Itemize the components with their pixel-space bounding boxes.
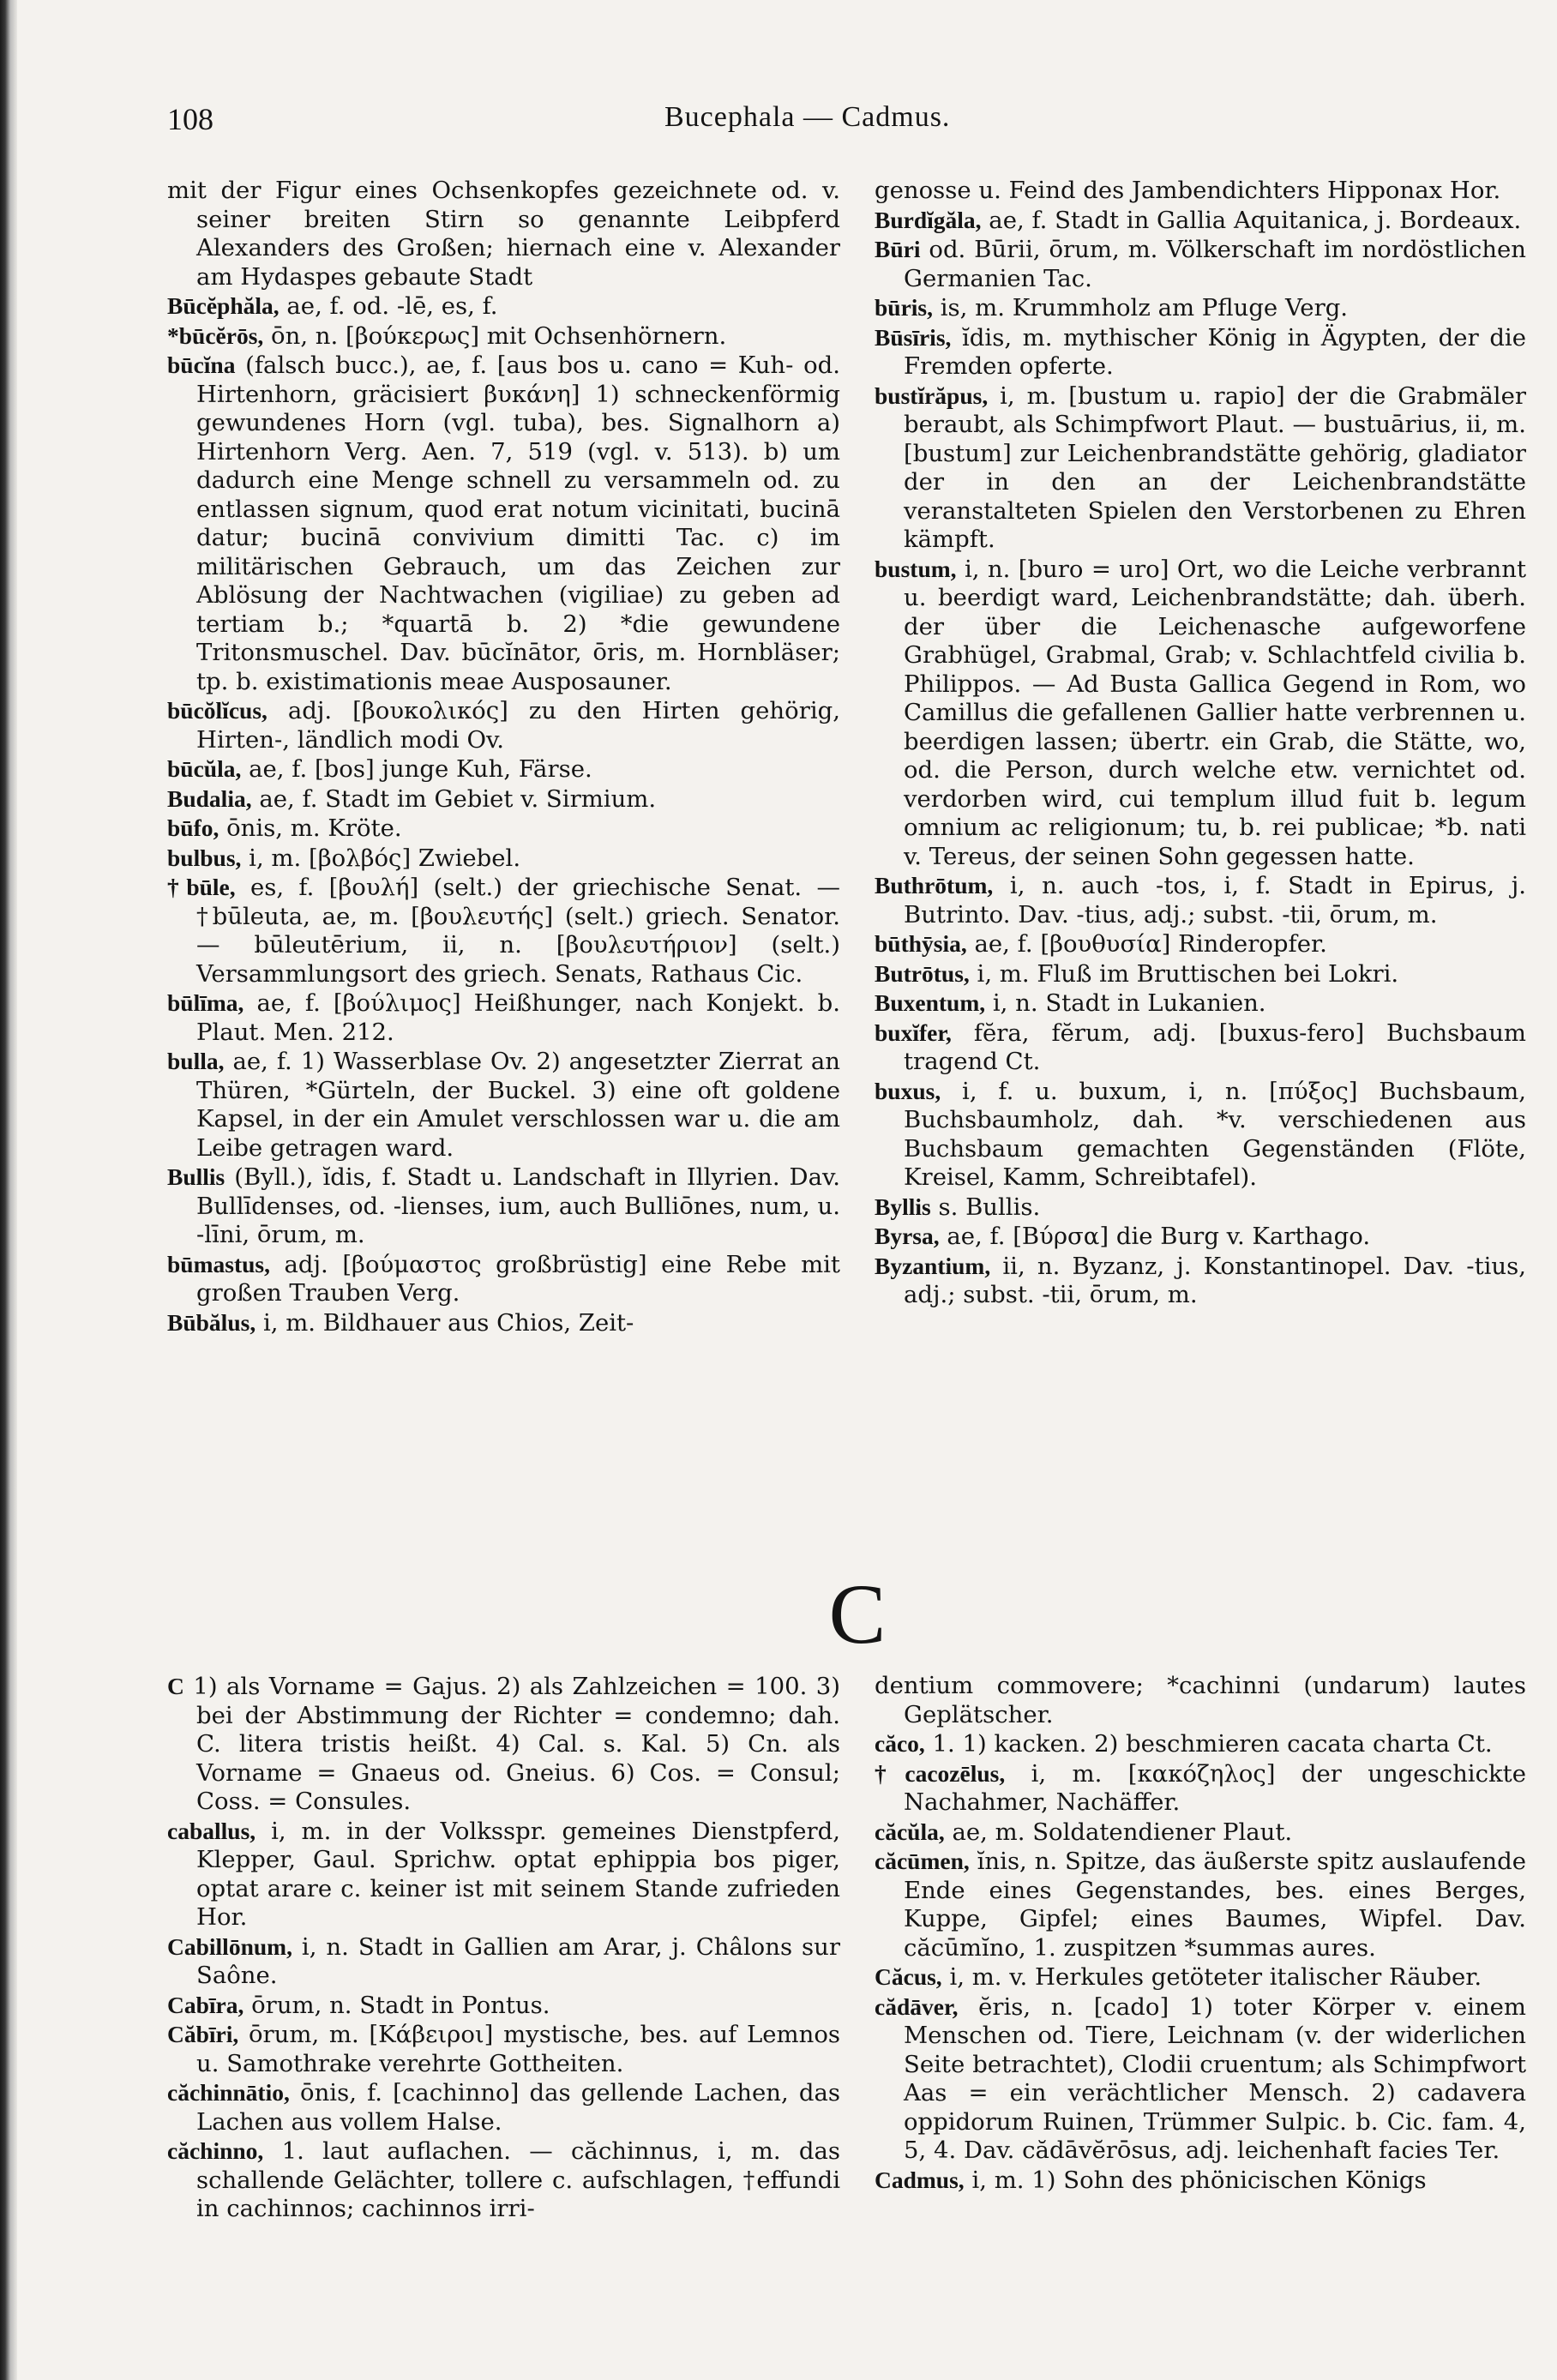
dictionary-entry xyxy=(167,1163,840,1250)
entry-headword: Būri xyxy=(875,236,921,262)
page-header xyxy=(167,101,1522,153)
dictionary-entry xyxy=(167,1932,840,1991)
dictionary-entry xyxy=(167,696,840,754)
entry-text: i, m. in der Volksspr. gemeines Dienstpferd, Klepper, Gaul. Sprichw. optat ephippia bos piger, optat arare c. keiner ist mit seinem Stande zufrieden Hor. xyxy=(196,1817,840,1931)
entry-text: ae, f. Stadt im Gebiet v. Sirmium. xyxy=(259,784,657,813)
column-upper-left xyxy=(167,177,840,1506)
entry-headword: bulla, xyxy=(167,1048,225,1074)
dictionary-entry xyxy=(167,1817,840,1932)
dictionary-entry xyxy=(875,382,1526,555)
dictionary-entry xyxy=(167,784,840,814)
dictionary-entry xyxy=(167,1250,840,1308)
entry-text: od. Būrii, ōrum, m. Völkerschaft im nordöstlichen Germanien Tac. xyxy=(904,236,1526,292)
entry-text: ae, f. Stadt in Gallia Aquitanica, j. Bordeaux. xyxy=(989,206,1522,234)
entry-text: es, f. [βουλή] (selt.) der griechische Senat. — †būleuta, ae, m. [βουλευτής] (selt.) griech. Senator. — būleutērium, ii, n. [βουλευτήριον] (selt.) Versammlungsort des griech. Senats, Rathaus Cic. xyxy=(196,874,840,988)
entry-headword: Burdĭgăla, xyxy=(875,206,982,233)
entry-headword: caballus, xyxy=(167,1817,256,1844)
dictionary-entry xyxy=(167,1991,840,2021)
entry-text: ii, n. Byzanz, j. Konstantinopel. Dav. -tius, adj.; subst. -tii, ōrum, m. xyxy=(904,1252,1526,1308)
dictionary-entry xyxy=(167,814,840,844)
entry-headword: Būbălus, xyxy=(167,1308,256,1336)
entry-text: ōn, n. [βούκερως] mit Ochsenhörnern. xyxy=(271,322,727,350)
entry-text: i, m. Fluß im Bruttischen bei Lokri. xyxy=(977,959,1399,988)
entry-text: adj. [βούμαστος großbrüstig] eine Rebe mit großen Trauben Verg. xyxy=(196,1250,840,1307)
dictionary-entry xyxy=(875,323,1526,382)
entry-text: i, n. Stadt in Gallien am Arar, j. Châlons sur Saône. xyxy=(196,1932,840,1989)
entry-headword: Cabīra, xyxy=(167,1991,244,2018)
dictionary-entry xyxy=(875,989,1526,1019)
entry-text: ae, f. 1) Wasserblase Ov. 2) angesetzter Zierrat an Thüren, *Gürteln, der Buckel. 3) eine oft goldene Kapsel, in der ein Amulet verschlossen war u. die am Leibe getragen ward. xyxy=(196,1048,840,1162)
entry-text: ĕris, n. [cado] 1) toter Körper v. einem Menschen od. Tiere, Leichnam (v. der widerlichen Seite betrachtet), Clodii cruentum; als Schimpfwort Aas = ein verächtlicher Mensch. 2) cadavera oppidorum Ruinen, Trümmer Sulpic. b. Cic. fam. 4, 5, 4. Dav. cădāvĕrōsus, adj. leichenhaft facies Ter. xyxy=(904,1992,1526,2164)
entry-text: fĕra, fĕrum, adj. [buxus-fero] Buchsbaum tragend Ct. xyxy=(904,1019,1526,1075)
entry-headword: būlīma, xyxy=(167,989,244,1016)
entry-headword: bustĭrăpus, xyxy=(875,382,989,409)
entry-text: i, f. u. buxum, i, n. [πύξος] Buchsbaum, Buchsbaumholz, dah. *v. verschiedenen aus Buchsbaum gemachten Gegenständen (Flöte, Kreisel, Kamm, Schreibtafel). xyxy=(904,1077,1526,1191)
running-head: Bucephala — Cadmus. xyxy=(664,101,951,133)
entry-text: ae, f. [βουθυσία] Rinderopfer. xyxy=(974,930,1327,958)
entry-headword: căchinno, xyxy=(167,2137,264,2164)
dictionary-entry xyxy=(875,1077,1526,1193)
entry-headword: *būcĕrōs, xyxy=(167,322,264,349)
entry-headword: †cacozēlus, xyxy=(875,1759,1006,1787)
entry-headword: buxus, xyxy=(875,1077,941,1104)
dictionary-entry xyxy=(875,1193,1526,1223)
entry-text: ĭnis, n. Spitze, das äußerste spitz auslaufende Ende eines Gegenstandes, bes. eines Berges, Kuppe, Gipfel; eines Baumes, Wipfel. Dav. căcūmĭno, 1. zuspitzen *summas aures. xyxy=(904,1848,1526,1962)
entry-text: dentium commovere; *cachinni (undarum) lautes Geplätscher. xyxy=(875,1672,1526,1728)
entry-text: 1. 1) kacken. 2) beschmieren cacata charta Ct. xyxy=(932,1730,1493,1758)
entry-text: i, m. Bildhauer aus Chios, Zeit- xyxy=(262,1308,634,1337)
entry-headword: †būle, xyxy=(167,874,236,900)
entry-text: ae, f. [βούλιμος] Heißhunger, nach Konjekt. b. Plaut. Men. 212. xyxy=(196,989,840,1046)
dictionary-entry xyxy=(875,1962,1526,1992)
entry-headword: Byllis xyxy=(875,1193,931,1220)
entry-headword: būthȳsia, xyxy=(875,930,967,957)
dictionary-entry xyxy=(875,1672,1526,1729)
dictionary-entry xyxy=(875,235,1526,293)
entry-text: i, n. auch -tos, i, f. Stadt in Epirus, j. Butrinto. Dav. -tius, adj.; subst. -tii, ōrum, m. xyxy=(904,872,1526,929)
book-binding-edge xyxy=(0,0,17,2380)
entry-text: is, m. Krummholz am Pfluge Verg. xyxy=(940,294,1349,322)
entry-headword: C xyxy=(167,1673,184,1699)
entry-headword: Byzantium, xyxy=(875,1252,991,1279)
dictionary-entry xyxy=(167,2020,840,2078)
dictionary-entry xyxy=(875,1992,1526,2166)
entry-text: ae, f. od. -lē, es, f. xyxy=(286,292,498,320)
entry-headword: Byrsa, xyxy=(875,1223,940,1249)
dictionary-entry xyxy=(167,1308,840,1338)
entry-text: i, n. [buro = uro] Ort, wo die Leiche verbrannt u. beerdigt ward, Leichenbrandstätte; dah. überh. der über die Leichenasche aufgeworfene Grabhügel, Grabmal, Grab; v. Schlachtfeld civilia b. Philippos. — Ad Busta Gallica Gegend in Rom, wo Camillus die gefallenen Gallier hatte verbrennen u. beerdigen lassen; übertr. ein Grab, die Stätte, wo, od. die Person, durch welche etw. vernichtet od. verdorben wird, cui templum illud fuit b. legum omnium ac religionum; tu, b. rei publicae; *b. nati v. Tereus, der seinen Sohn gegessen hatte. xyxy=(904,555,1526,870)
entry-text: ae, f. [bos] junge Kuh, Färse. xyxy=(249,755,592,783)
entry-headword: căchinnātio, xyxy=(167,2079,290,2106)
dictionary-entry xyxy=(875,929,1526,959)
dictionary-entry xyxy=(875,1019,1526,1077)
entry-headword: Būcĕphăla, xyxy=(167,292,280,319)
dictionary-entry xyxy=(875,1847,1526,1962)
dictionary-entry xyxy=(875,293,1526,323)
dictionary-entry xyxy=(167,291,840,322)
entry-headword: Cadmus, xyxy=(875,2166,965,2193)
entry-headword: bustum, xyxy=(875,555,957,582)
entry-headword: căcŭla, xyxy=(875,1818,945,1845)
dictionary-entry xyxy=(167,2137,840,2224)
entry-headword: būcŏlĭcus, xyxy=(167,697,268,724)
entry-text: mit der Figur eines Ochsenkopfes gezeichnete od. v. seiner breiten Stirn so genannte Leibpferd Alexanders des Großen; hiernach eine v. Alexander am Hydaspes gebaute Stadt xyxy=(167,177,840,291)
dictionary-entry xyxy=(167,873,840,989)
entry-text: ōrum, m. [Κάβειροι] mystische, bes. auf Lemnos u. Samothrake verehrte Gottheiten. xyxy=(196,2021,840,2077)
entry-headword: buxĭfer, xyxy=(875,1019,952,1046)
entry-headword: būcĭna xyxy=(167,352,236,378)
entry-headword: būmastus, xyxy=(167,1250,270,1277)
dictionary-entry xyxy=(167,351,840,696)
column-lower-left xyxy=(167,1672,840,2349)
dictionary-entry xyxy=(875,2166,1526,2196)
entry-headword: Butrōtus, xyxy=(875,959,970,987)
dictionary-entry xyxy=(167,989,840,1047)
entry-text: 1. laut auflachen. — căchinnus, i, m. das schallende Gelächter, tollere c. aufschlagen, †effundi in cachinnos; cachinnos irri- xyxy=(196,2137,840,2222)
entry-text: (Byll.), ĭdis, f. Stadt u. Landschaft in Illyrien. Dav. Bullīdenses, od. -lienses, ium, auch Bulliōnes, num, u. -līni, ōrum, m. xyxy=(196,1163,840,1248)
entry-text: ĭdis, m. mythischer König in Ägypten, der die Fremden opferte. xyxy=(904,323,1526,380)
dictionary-entry xyxy=(875,206,1526,236)
entry-headword: būcŭla, xyxy=(167,755,242,782)
entry-text: i, m. [bustum u. rapio] der die Grabmäler beraubt, als Schimpfwort Plaut. — bustuārius, ii, m. [bustum] zur Leichenbrandstätte gehörig, gladiator der in den an der Leichenbrandstätte veranstalteten Spielen den Verstorbenen zu Ehren kämpft. xyxy=(904,382,1526,553)
dictionary-entry xyxy=(167,2078,840,2137)
dictionary-entry xyxy=(167,1672,840,1817)
entry-text: i, m. 1) Sohn des phönicischen Königs xyxy=(971,2166,1427,2194)
dictionary-entry xyxy=(875,555,1526,872)
column-upper-right xyxy=(875,177,1526,1506)
entry-text: 1) als Vorname = Gajus. 2) als Zahlzeichen = 100. 3) bei der Abstimmung der Richter = condemno; dah. C. litera tristis heißt. 4) Cal. s. Kal. 5) Cn. als Vorname = Gnaeus od. Gneius. 6) Cos. = Consul; Coss. = Consules. xyxy=(193,1673,840,1815)
entry-headword: Buxentum, xyxy=(875,989,986,1016)
page-number: 108 xyxy=(167,102,213,136)
dictionary-entry xyxy=(167,177,840,291)
entry-text: genosse u. Feind des Jambendichters Hipponax Hor. xyxy=(875,177,1501,204)
entry-headword: Būsīris, xyxy=(875,323,952,351)
entry-headword: būris, xyxy=(875,294,934,321)
entry-text: ae, f. [Βύρσα] die Burg v. Karthago. xyxy=(947,1223,1371,1250)
entry-text: ōnis, m. Kröte. xyxy=(226,814,402,842)
entry-headword: Căcus, xyxy=(875,1963,942,1990)
entry-headword: căco, xyxy=(875,1730,925,1757)
dictionary-entry xyxy=(875,871,1526,929)
entry-headword: căcūmen, xyxy=(875,1848,970,1874)
dictionary-entry xyxy=(875,1729,1526,1759)
dictionary-entry xyxy=(167,844,840,874)
entry-text: i, m. [βολβός] Zwiebel. xyxy=(249,844,521,872)
dictionary-entry xyxy=(875,1252,1526,1310)
dictionary-entry xyxy=(875,1222,1526,1252)
entry-headword: bulbus, xyxy=(167,844,242,871)
entry-text: ōnis, f. [cachinno] das gellende Lachen, das Lachen aus vollem Halse. xyxy=(196,2079,840,2136)
dictionary-entry xyxy=(875,177,1526,206)
entry-text: i, m. v. Herkules getöteter italischer Räuber. xyxy=(949,1963,1482,1991)
entry-headword: cădāver, xyxy=(875,1992,959,2020)
entry-headword: Budalia, xyxy=(167,784,252,812)
entry-headword: Cabillōnum, xyxy=(167,1932,292,1960)
entry-text: i, m. [κακόζηλος] der ungeschickte Nachahmer, Nachäffer. xyxy=(904,1759,1526,1816)
section-letter: C xyxy=(828,1566,887,1662)
entry-text: (falsch bucc.), ae, f. [aus bos u. cano = Kuh- od. Hirtenhorn, gräcisiert βυκάνη] 1) schneckenförmig gewundenes Horn (vgl. tuba), bes. Signalhorn a) Hirtenhorn Verg. Aen. 7, 519 (vgl. v. 513). b) um dadurch eine Menge schnell zu versammeln od. zu entlassen signum, quod erat notum vicinitati, bucinā datur; bucinā convivium dimitti Tac. c) im militärischen Gebrauch, um das Zeichen zur Ablösung der Nachtwachen (vigiliae) zu geben ad tertiam b.; *quartā b. 2) *die gewundene Tritonsmuschel. Dav. būcĭnātor, ōris, m. Hornbläser; tp. b. existimationis meae Ausposauner. xyxy=(196,352,840,695)
column-lower-right xyxy=(875,1672,1526,2349)
dictionary-entry xyxy=(167,1047,840,1163)
dictionary-entry xyxy=(167,322,840,352)
entry-text: adj. [βουκολικός] zu den Hirten gehörig, Hirten-, ländlich modi Ov. xyxy=(196,697,840,754)
entry-text: ae, m. Soldatendiener Plaut. xyxy=(952,1818,1293,1846)
dictionary-entry xyxy=(875,1818,1526,1848)
entry-headword: Căbīri, xyxy=(167,2021,239,2047)
entry-text: s. Bullis. xyxy=(938,1193,1041,1221)
dictionary-entry xyxy=(167,754,840,784)
entry-text: i, n. Stadt in Lukanien. xyxy=(992,989,1266,1017)
dictionary-entry xyxy=(875,959,1526,989)
entry-text: ōrum, n. Stadt in Pontus. xyxy=(251,1991,550,2019)
entry-headword: būfo, xyxy=(167,814,219,841)
entry-headword: Buthrōtum, xyxy=(875,872,994,899)
entry-headword: Bullis xyxy=(167,1163,225,1190)
dictionary-entry xyxy=(875,1759,1526,1818)
